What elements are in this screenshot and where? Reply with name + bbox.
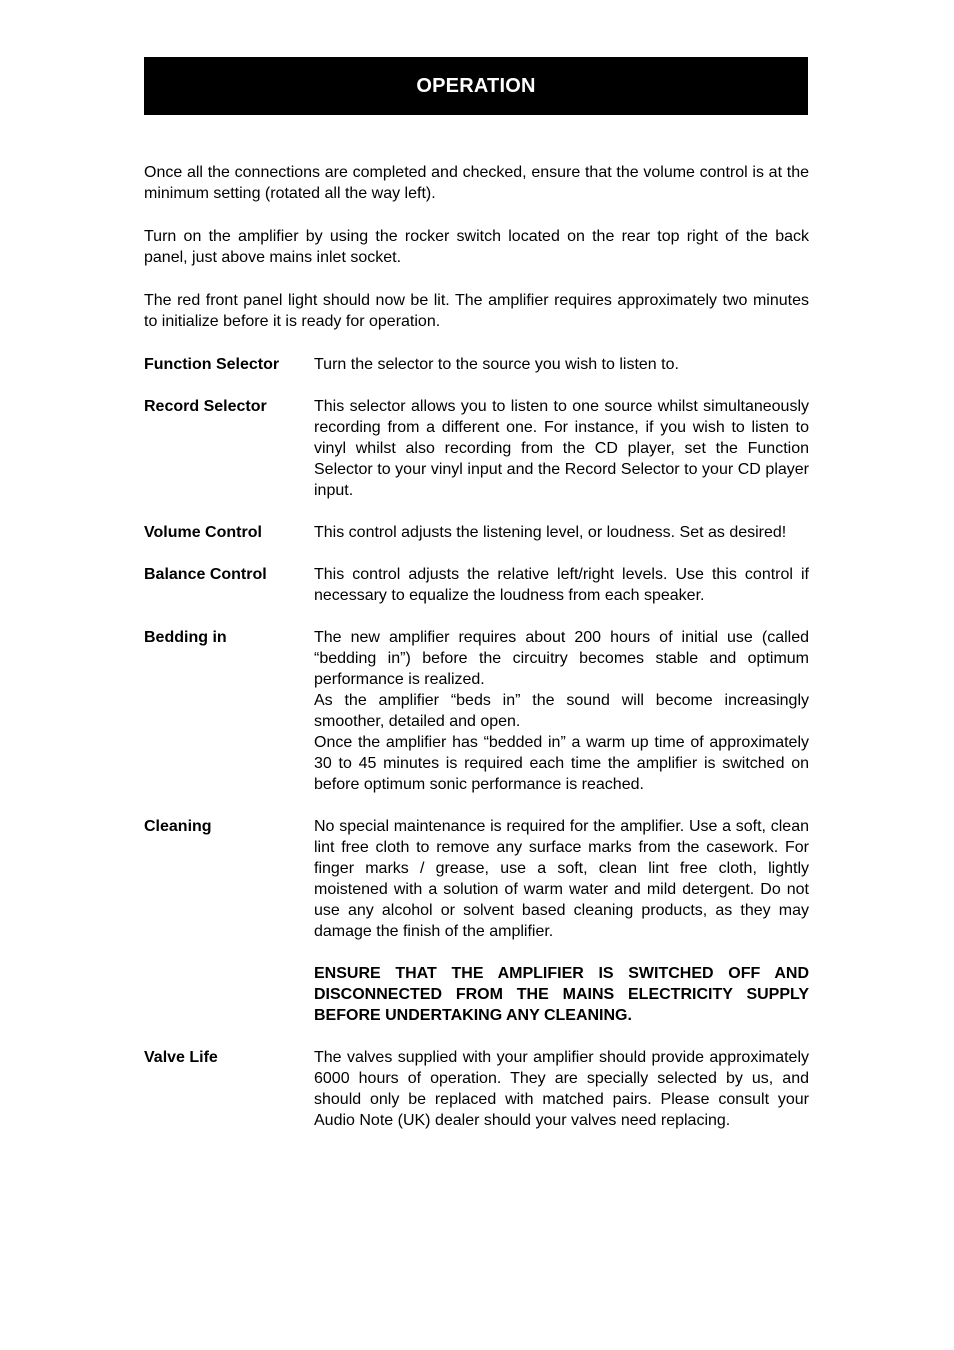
section-term: Function Selector (144, 356, 280, 373)
intro-paragraph-3: The red front panel light should now be lit. The amplifier requires approximately two minutes to initialize before it is ready for operation. (144, 292, 809, 330)
section-description: This selector allows you to listen to one source whilst simultaneously recording from a different one. For instance, if you wish to listen to vinyl whilst also recording from the CD player, set the Function Selector to your vinyl input and the Record Selector to your CD player input. (314, 398, 809, 499)
section-valve-life (144, 1047, 809, 1131)
section-cleaning (144, 816, 809, 1026)
section-record-selector (144, 396, 809, 501)
section-term: Cleaning (144, 818, 212, 835)
section-description: The valves supplied with your amplifier should provide approximately 6000 hours of operation. They are specially selected by us, and should only be replaced with matched pairs. Please consult your Audio Note (UK) dealer should your valves need replacing. (314, 1049, 809, 1129)
section-term: Bedding in (144, 629, 227, 646)
section-term: Record Selector (144, 398, 267, 415)
section-description: This control adjusts the listening level, or loudness. Set as desired! (314, 524, 787, 541)
cleaning-paragraph: No special maintenance is required for the amplifier. Use a soft, clean lint free cloth to remove any surface marks from the casework. For finger marks / grease, use a soft, clean lint free cloth, lightly moistened with a solution of warm water and mild detergent. Do not use any alcohol or solvent based cleaning products, as they may damage the finish of the amplifier. (314, 818, 809, 940)
bedding-in-paragraph-3: Once the amplifier has “bedded in” a warm up time of approximately 30 to 45 minutes is required each time the amplifier is switched on before optimum sonic performance is reached. (314, 734, 809, 793)
intro-paragraph-2: Turn on the amplifier by using the rocker switch located on the rear top right of the back panel, just above mains inlet socket. (144, 228, 809, 266)
section-term: Volume Control (144, 524, 262, 541)
page-title: OPERATION (416, 74, 536, 97)
document-body (144, 162, 809, 1152)
bedding-in-paragraph-1: The new amplifier requires about 200 hours of initial use (called “bedding in”) before the circuitry becomes stable and optimum performance is realized. (314, 629, 809, 688)
cleaning-warning: ENSURE THAT THE AMPLIFIER IS SWITCHED OFF AND DISCONNECTED FROM THE MAINS ELECTRICITY SUPPLY BEFORE UNDERTAKING ANY CLEANING. (314, 965, 809, 1024)
section-term: Balance Control (144, 566, 267, 583)
section-function-selector (144, 354, 809, 375)
section-description: Turn the selector to the source you wish to listen to. (314, 356, 679, 373)
section-description (314, 627, 809, 795)
section-description (314, 816, 809, 1026)
intro-paragraph-1: Once all the connections are completed and checked, ensure that the volume control is at the minimum setting (rotated all the way left). (144, 164, 809, 202)
section-description: This control adjusts the relative left/right levels. Use this control if necessary to equalize the loudness from each speaker. (314, 566, 809, 604)
section-volume-control (144, 522, 809, 543)
title-bar (144, 57, 808, 115)
section-term: Valve Life (144, 1049, 218, 1066)
bedding-in-paragraph-2: As the amplifier “beds in” the sound will become increasingly smoother, detailed and open. (314, 692, 809, 730)
section-bedding-in (144, 627, 809, 795)
section-balance-control (144, 564, 809, 606)
